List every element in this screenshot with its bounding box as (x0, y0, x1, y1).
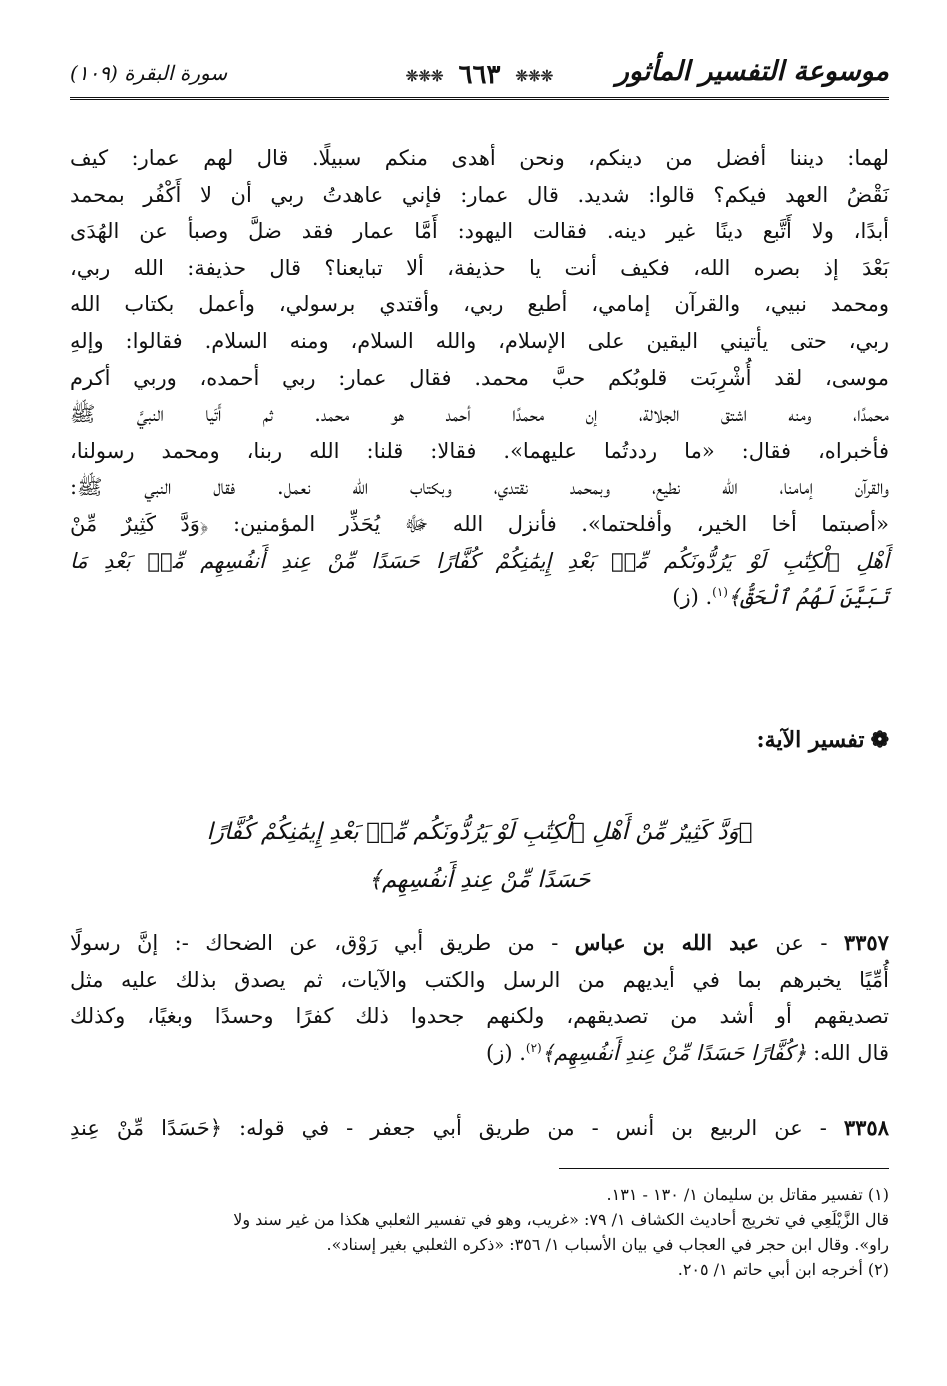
section-heading-text: تفسير الآية: (756, 727, 865, 753)
text-line: موسى، لقد أُشْرِبَت قلوبُكم حبَّ محمد. فقال عمار: ربي أحمده، وربي أكرم (70, 365, 889, 390)
text-fragment: - عن (775, 931, 828, 955)
verse-block (70, 808, 889, 904)
narrator-name: عبد الله بن عباس (574, 930, 759, 955)
text-line-last (70, 579, 889, 616)
text-line: ربي، حتى يأتيني اليقين على الإسلام، والله السلام، ومنه السلام. فقالوا: وإلهِ (70, 328, 889, 353)
text-fragment: - عن الربيع بن أنس - من طريق أبي جعفر - في قوله: ﴿حَسَدًا مِّنْ عِندِ (70, 1116, 827, 1140)
section-heading (757, 727, 889, 753)
flower-icon: ❁ (870, 727, 889, 753)
narration-3357 (70, 925, 889, 1071)
verse-line: حَسَدًا مِّنْ عِندِ أَنفُسِهِم﴾ (368, 867, 591, 893)
ornament-icon: ❊❊❊ (405, 67, 444, 85)
footnotes (70, 1182, 889, 1282)
footnote-marker: (٢) (525, 1040, 542, 1055)
narration-number: ٣٣٥٧ (843, 930, 889, 955)
footnote-line: راو». وقال ابن حجر في العجاب في بيان الأسباب ١/ ٣٥٦: «ذكره الثعلبي بغير إسناد». (326, 1235, 889, 1254)
text-line: لهما: ديننا أفضل من دينكم، ونحن أهدى منكم سبيلًا. قال لهم عمار: كيف (70, 146, 889, 170)
quran-quote: ﴿كُفَّارًا حَسَدًا مِّنْ عِندِ أَنفُسِهِم﴾ (541, 1040, 807, 1065)
footnote-marker: (١) (712, 585, 728, 600)
text-fragment: - من طريق أبي رَوْق، عن الضحاك -: إنَّ رسولًا (70, 931, 559, 955)
text-line: أبدًا، ولا أَتَّبع دينًا غير دينه. فقالت اليهود: أَمَّا عمار فقد ضلَّ وصبأ عن الهُدَى (70, 219, 889, 244)
text-line: بَعْدَ إذ بصره الله، فكيف أنت يا حذيفة، ألا تبايعنا؟ قال حذيفة: الله ربي، (70, 255, 889, 280)
source-code: . (ز) (486, 1040, 526, 1065)
text-line: محمدًا، ومنه اشتق الجلالة، إن محمدًا أحمد هو محمد. ثم أَتَيا النبيَّ ﷺ (70, 402, 889, 427)
intro-paragraph (70, 140, 889, 616)
text-line: نَقْضُ العهد فيكم؟ قالوا: شديد. قال عمار: فإني عاهدتُ ربي أن لا أَكْفُر بمحمد (70, 182, 889, 207)
page-number: ٦٦٣ (458, 60, 501, 90)
footnote-line: (١) تفسير مقاتل بن سليمان ١/ ١٣٠ - ١٣١. (606, 1185, 889, 1204)
text-line: «أصبتما أخا الخير، وأفلحتما». فأنزل الله ﷻ يُحَذِّر المؤمنين: ﴿وَدَّ كَثِيرٌ مِّنْ (70, 511, 889, 536)
narration-number: ٣٣٥٨ (843, 1115, 889, 1140)
ornament-icon: ❊❊❊ (515, 67, 554, 85)
page-header (70, 52, 889, 100)
sura-label: سورة البقرة (١٠٩) (70, 61, 228, 85)
book-title: موسوعة التفسير المأثور (615, 56, 889, 87)
verse-line: ﴿وَدَّ كَثِيرٌ مِّنْ أَهْلِ ٱلْكِتَٰبِ لَوْ يَرُدُّونَكُم مِّنۢ بَعْدِ إِيمَٰنِكُمْ كُفَّارًا (206, 819, 753, 845)
text-fragment: قال الله: (813, 1040, 889, 1065)
footnote-divider (559, 1168, 889, 1169)
narration-3358 (70, 1110, 889, 1147)
header-divider (70, 97, 889, 100)
text-line: فأخبراه، فقال: «ما رددتُما عليهما». فقالا: قلنا: الله ربنا، ومحمد رسولنا، (70, 438, 889, 463)
text-line: والقرآن إمامنا، الله نطيع، وبمحمد نقتدي، وبكتاب الله نعمل. فقال النبي ﷺ: (70, 475, 889, 500)
text-line: أُمِّيًا يخبرهم بما في أيديهم من الرسل والكتب والآيات، ثم يصدق بذلك عليه مثل (70, 967, 889, 992)
text-line: ومحمد نبيي، والقرآن إمامي، أطيع ربي، وأقتدي برسولي، وأعمل بكتاب الله (70, 292, 889, 317)
quran-text-line: أَهْلِ ٱلْكِتَٰبِ لَوْ يَرُدُّونَكُم مِّنۢ بَعْدِ إِيمَٰنِكُمْ كُفَّارًا حَسَدًا مِّنْ عِندِ أَنفُسِهِم مِّنۢ بَعْدِ مَا (70, 548, 889, 573)
footnote-line: قال الزَّيْلَعِي في تخريج أحاديث الكشاف ١/ ٧٩: «غريب، وهو في تفسير الثعلبي هكذا من غير سند ولا (233, 1210, 889, 1229)
text-line (70, 1110, 889, 1147)
quran-quote: تَبَيَّنَ لَهُمُ ٱلْحَقُّ﴾ (727, 585, 889, 610)
text-line-last (70, 1035, 889, 1072)
text-line (70, 925, 889, 962)
footnote-line: (٢) أخرجه ابن أبي حاتم ١/ ٢٠٥. (677, 1260, 889, 1279)
source-code: . (ز) (672, 585, 713, 610)
text-line: تصديقهم أو أشد من تصديقهم، ولكنهم جحدوا ذلك كفرًا وحسدًا وبغيًا، وكذلك (70, 1004, 889, 1029)
